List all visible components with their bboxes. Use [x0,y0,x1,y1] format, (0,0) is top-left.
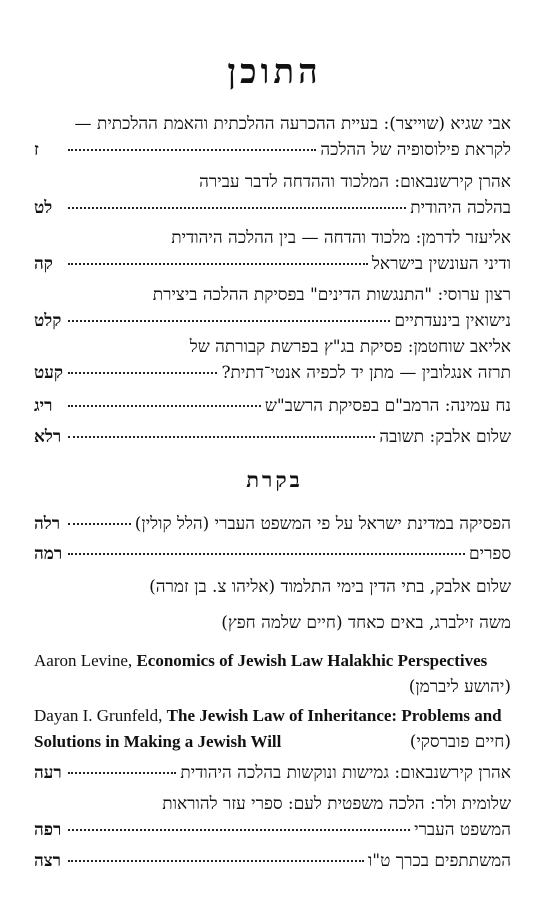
review-entry [34,541,511,567]
dot-leader [68,263,368,265]
dot-leader [68,829,410,831]
page-number: קה [34,254,53,274]
page-number: לט [34,198,53,218]
page-number: קלט [34,311,62,331]
page-title: התוכן [227,52,322,92]
entry-line-1: אליאב שוחטמן: פסיקת בג"ץ בפרשת קבורתה של [189,337,511,357]
review-book-title-cont: Solutions in Making a Jewish Will [34,732,282,751]
review-entry [34,610,511,636]
page-number: ז [34,140,39,160]
review-entry [34,703,511,755]
entry-line-1: אליעזר לדרמן: מלכוד והדחה — בין ההלכה היהודית [171,228,511,248]
entry-line-2: לקראת פילוסופיה של ההלכה [320,140,511,160]
page-number: רצה [34,851,62,871]
dot-leader [68,320,390,322]
entry-line-1: שלום אלבק: תשובה [379,427,511,447]
review-text: ספרים [469,544,511,564]
review-line-1: שלומית ולר: הלכה משפטית לעם: ספרי עזר להוראות [162,794,511,814]
review-entry [34,791,511,843]
review-entry [34,760,511,786]
review-text: שלום אלבק, בתי הדין בימי התלמוד (אליהו צ. בן זמרה) [149,577,511,597]
entry-line-1: נח עמינה: הרמב"ם בפסיקת הרשב"ש [264,396,511,416]
entry-line-1: אבי שגיא (שוייצר): בעיית ההכרעה ההלכתית והאמת ההלכתית — [74,114,511,134]
review-text: אהרן קירשנבאום: גמישות ונוקשות בהלכה היהודית [180,763,511,783]
page-number: רעה [34,763,62,783]
page-number: רמה [34,544,63,564]
toc-entry [34,424,511,450]
entry-line-2: תרזה אנגלובין — מתן יד לכפיה אנטי־דתית? [221,363,511,383]
toc-entry [34,393,511,419]
review-latin-line [34,703,511,729]
review-text: משה זילברג, באים כאחד (חיים שלמה חפץ) [221,613,511,633]
reviewer-name: (חיים פוברסקי) [409,732,511,752]
review-latin-line [34,648,511,674]
review-book-title: Economics of Jewish Law Halakhic Perspectives [136,651,488,670]
page-number: רפה [34,820,62,840]
review-entry [34,848,511,874]
dot-leader [68,207,406,209]
toc-entry [34,334,511,386]
entry-line-1: רצון ערוסי: "התנגשות הדינים" בפסיקת ההלכה ביצירת [152,285,511,305]
review-author: Dayan I. Grunfeld, [34,706,163,725]
page-number: רלה [34,514,61,534]
dot-leader [68,860,364,862]
dot-leader [68,553,465,555]
review-line-2: המשפט העברי [414,820,511,840]
entry-line-2: ודיני העונשין בישראל [371,254,511,274]
review-text: המשתתפים בכרך ט"ו [367,851,511,871]
toc-entry [34,111,511,163]
review-entry [34,648,511,700]
dot-leader [68,405,261,407]
toc-entry [34,225,511,277]
toc-entry [34,282,511,334]
review-book-title: The Jewish Law of Inheritance: Problems and [166,706,502,725]
entry-line-1: אהרן קירשנבאום: המלכוד וההדחה לדבר עבירה [199,172,511,192]
toc-entry [34,169,511,221]
review-author: Aaron Levine, [34,651,133,670]
reviewer-name: (יהושע ליברמן) [408,677,511,697]
dot-leader [68,372,217,374]
dot-leader [68,436,375,438]
section-title: בקרת [246,467,303,492]
dot-leader [68,149,316,151]
dot-leader [68,523,131,525]
entry-line-2: נישואין בינעדתיים [394,311,511,331]
page-number: רלא [34,427,62,447]
page-number: קעט [34,363,63,383]
review-entry [34,574,511,600]
entry-line-2: בהלכה היהודית [410,198,511,218]
review-text: הפסיקה במדינת ישראל על פי המשפט העברי (הלל קולין) [134,514,511,534]
review-entry [34,511,511,537]
dot-leader [68,772,176,774]
page-number: ריג [34,396,53,416]
